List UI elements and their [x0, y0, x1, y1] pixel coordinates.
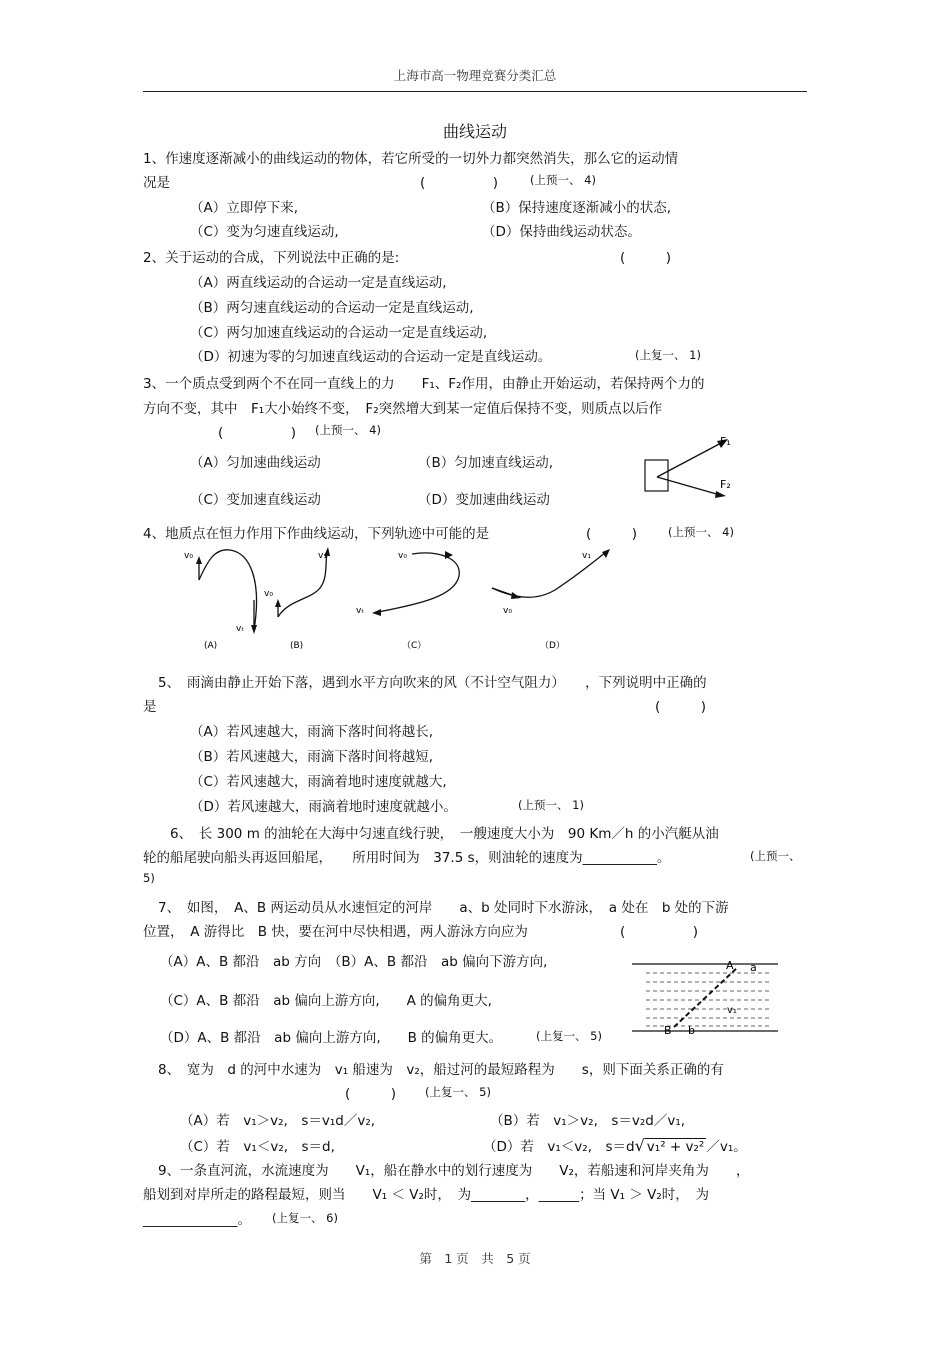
q4-a-vt-label: vₜ	[236, 624, 244, 634]
q4-b-v0-label: v₀	[264, 589, 273, 599]
q7-label-v1: v₁	[727, 1005, 737, 1016]
q5-answer-paren: ( )	[655, 699, 707, 715]
q4-a-v0-label: v₀	[184, 551, 193, 561]
q7-option-ab: （A）A、B 都沿 ab 方向 （B）A、B 都沿 ab 偏向下游方向,	[160, 954, 548, 970]
q4-answer-paren: ( )	[586, 526, 638, 542]
q8-option-d-prefix: （D）若 v₁＜v₂, s＝d	[483, 1139, 635, 1155]
q8-option-d	[483, 1135, 747, 1155]
q4-figure-a	[184, 550, 257, 651]
q3-option-c: （C）变加速直线运动	[190, 492, 321, 508]
page-title: 曲线运动	[442, 122, 507, 141]
q4-c-vt-label: vₜ	[356, 606, 364, 616]
q8-sqrt-radicand: v₁² + v₂²	[646, 1139, 705, 1155]
q5-option-a: （A）若风速越大，雨滴下落时间将越长,	[190, 724, 434, 740]
q7-label-a: a	[750, 961, 757, 974]
q8-sqrt-sign: √	[634, 1136, 645, 1155]
q3-f2-arrow	[657, 477, 720, 495]
q7-water-hatch	[646, 973, 770, 1026]
header-rule	[143, 91, 807, 92]
q3-stem-line1: 3、一个质点受到两个不在同一直线上的力 F₁、F₂作用，由静止开始运动，若保持两个力的	[143, 376, 705, 392]
q3-label-f1: F₁	[720, 435, 731, 448]
q2-option-a: （A）两直线运动的合运动一定是直线运动,	[190, 275, 447, 291]
q4-d-v1-label: v₁	[582, 551, 591, 561]
q8-option-a: （A）若 v₁＞v₂, s＝v₁d／v₂,	[180, 1113, 376, 1129]
q4-stem: 4、地质点在恒力作用下作曲线运动，下列轨迹中可能的是	[143, 526, 490, 542]
q3-stem-line2: 方向不变，其中 F₁大小始终不变， F₂突然增大到某一定值后保持不变，则质点以后作	[143, 401, 663, 417]
q5-option-c: （C）若风速越大，雨滴着地时速度就越大,	[190, 774, 447, 790]
q3-f2-arrowhead	[715, 491, 726, 498]
q8-answer-paren: ( )	[345, 1086, 397, 1102]
q2-answer-paren: ( )	[620, 250, 672, 266]
q5-stem-line2: 是	[143, 699, 157, 715]
q4-b-label: (B)	[290, 641, 304, 651]
q9-source-ref: (上复一、 6)	[272, 1211, 338, 1225]
q3-force-diagram	[640, 430, 750, 500]
q1-option-c: （C）变为匀速直线运动,	[190, 224, 339, 240]
q2-option-b: （B）两匀速直线运动的合运动一定是直线运动,	[190, 300, 474, 316]
q4-source-ref: (上预一、 4)	[668, 525, 734, 539]
page-footer: 第 1 页 共 5 页	[419, 1251, 531, 1266]
q6-line1: 6、 长 300 m 的油轮在大海中匀速直线行驶， 一艘速度大小为 90 Km／h 的小汽艇从油	[170, 826, 719, 842]
q5-option-d: （D）若风速越大，雨滴着地时速度就越小。	[190, 799, 457, 815]
q4-figure-d	[492, 549, 610, 651]
q9-line3: ______________。	[143, 1212, 251, 1228]
q4-c-label: （C）	[402, 641, 427, 651]
q4-a-label: (A)	[204, 641, 218, 651]
q9-line1: 9、一条直河流，水流速度为 V₁，船在静水中的划行速度为 V₂，若船速和河岸夹角为 ，	[158, 1163, 750, 1179]
q4-b-v1-label: v₁	[318, 551, 327, 561]
q1-option-b: （B）保持速度逐渐减小的状态,	[482, 200, 672, 216]
q1-option-d: （D）保持曲线运动状态。	[482, 224, 641, 240]
q2-stem: 2、关于运动的合成，下列说法中正确的是:	[143, 250, 400, 266]
q4-figure-c	[356, 551, 459, 651]
q4-d-label: （D）	[540, 641, 565, 651]
q2-option-c: （C）两匀加速直线运动的合运动一定是直线运动,	[190, 325, 488, 341]
q7-stem-line2: 位置， A 游得比 B 快，要在河中尽快相遇，两人游泳方向应为	[143, 924, 528, 940]
q2-source-ref: (上复一、 1)	[635, 348, 701, 362]
q2-option-d: （D）初速为零的匀加速直线运动的合运动一定是直线运动。	[190, 349, 552, 365]
q1-stem-line1: 1、作速度逐渐减小的曲线运动的物体，若它所受的一切外力都突然消失，那么它的运动情	[143, 151, 679, 167]
q3-option-d: （D）变加速曲线运动	[418, 492, 550, 508]
q7-answer-paren: ( )	[620, 924, 699, 940]
q8-stem: 8、 宽为 d 的河中水速为 v₁ 船速为 v₂，船过河的最短路程为 s，则下面关系正确的有	[158, 1062, 724, 1078]
q4-figure-b	[264, 547, 330, 651]
q8-source-ref: (上复一、 5)	[425, 1085, 491, 1099]
q8-option-b: （B）若 v₁＞v₂, s＝v₂d／v₁,	[490, 1113, 686, 1129]
q3-particle-box	[645, 460, 668, 491]
q9-line2: 船划到对岸所走的路程最短，则当 V₁ ＜ V₂时， 为________，______；当 V₁ ＞ V₂时， 为	[143, 1187, 710, 1203]
q7-stem-line1: 7、 如图， A、B 两运动员从水速恒定的河岸 a、b 处同时下水游泳， a 处在 b 处的下游	[158, 900, 729, 916]
q6-line2: 轮的船尾驶向船头再返回船尾， 所用时间为 37.5 s，则油轮的速度为___________。	[143, 850, 671, 866]
q7-label-A: A	[726, 959, 734, 972]
q5-stem-line1: 5、 雨滴由静止开始下落，遇到水平方向吹来的风（不计空气阻力） ，下列说明中正确的	[158, 675, 707, 691]
q1-answer-paren: ( )	[420, 175, 499, 191]
page-header: 上海市高一物理竞赛分类汇总	[393, 68, 557, 83]
q7-option-d: （D）A、B 都沿 ab 偏向上游方向, B 的偏角更大。	[160, 1030, 503, 1046]
q7-river-diagram	[630, 955, 780, 1035]
q6-source-ref: (上预一、	[750, 849, 801, 863]
q5-option-b: （B）若风速越大，雨滴下落时间将越短,	[190, 749, 434, 765]
q3-source-ref: (上预一、 4)	[315, 423, 381, 437]
q6-line3: 5)	[143, 871, 155, 885]
q7-source-ref: (上复一、 5)	[536, 1029, 602, 1043]
q7-option-c: （C）A、B 都沿 ab 偏向上游方向, A 的偏角更大,	[160, 993, 492, 1009]
q7-label-b: b	[688, 1024, 695, 1037]
q5-source-ref: (上预一、 1)	[518, 798, 584, 812]
q7-label-B: B	[664, 1024, 672, 1037]
q4-c-v0-label: v₀	[398, 551, 407, 561]
q4-d-v0-label: v₀	[503, 606, 512, 616]
q8-option-d-suffix: ／v₁。	[706, 1139, 747, 1155]
q3-option-b: （B）匀加速直线运动,	[418, 455, 554, 471]
q3-option-a: （A）匀加速曲线运动	[190, 455, 321, 471]
q1-stem-line2: 况是	[143, 175, 170, 191]
q3-label-f2: F₂	[720, 478, 731, 491]
q8-option-c: （C）若 v₁＜v₂, s＝d,	[180, 1139, 335, 1155]
q1-source-ref: (上预一、 4)	[530, 173, 596, 187]
q3-answer-paren: ( )	[218, 425, 297, 441]
q1-option-a: （A）立即停下来,	[190, 200, 299, 216]
q4-trajectory-figures	[170, 540, 640, 655]
